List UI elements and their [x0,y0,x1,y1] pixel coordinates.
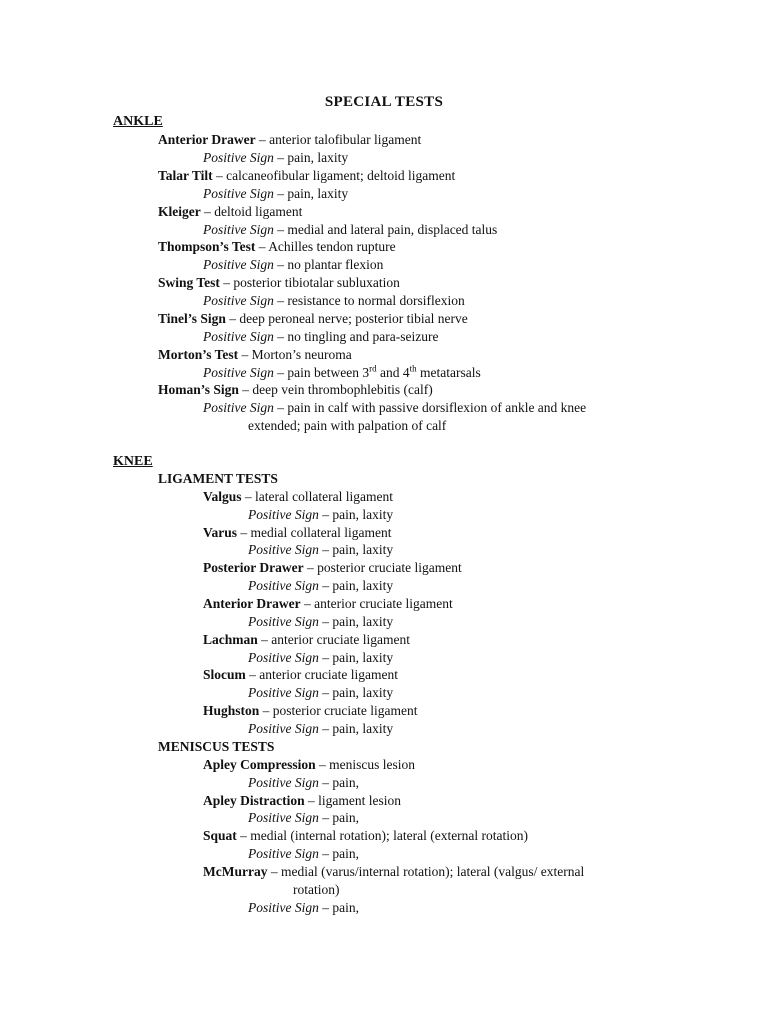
test-description: posterior tibiotalar subluxation [233,275,400,290]
test-name: Anterior Drawer [203,596,301,611]
test-name: Hughston [203,703,260,718]
test-entry: Anterior Drawer – anterior talofibular ligament [158,132,422,147]
subsection-heading-meniscus: MENISCUS TESTS [158,739,275,754]
test-name: Kleiger [158,204,201,219]
test-description: calcaneofibular ligament; deltoid ligament [226,168,456,183]
test-entry: Apley Compression – meniscus lesion [203,757,416,772]
test-entry: Squat – medial (internal rotation); lateral (external rotation) [203,828,529,843]
test-name: Valgus [203,489,242,504]
subsection-heading-ligament: LIGAMENT TESTS [158,471,278,486]
test-description: posterior cruciate ligament [317,560,462,575]
section-heading-ankle: ANKLE [113,114,163,129]
test-description: meniscus lesion [329,757,416,772]
test-name: Anterior Drawer [158,132,256,147]
test-description: medial collateral ligament [250,525,392,540]
test-entry: Morton’s Test – Morton’s neuroma [158,347,352,362]
positive-sign: Positive Sign – pain, laxity [248,578,394,593]
test-name: Swing Test [158,275,220,290]
test-description: deep vein thrombophlebitis (calf) [252,382,433,397]
page-title: SPECIAL TESTS [324,94,444,110]
positive-sign: Positive Sign – pain, laxity [248,614,394,629]
positive-sign: Positive Sign – pain, laxity [203,150,349,165]
test-entry: Talar Tilt – calcaneofibular ligament; deltoid ligament [158,168,456,183]
test-description: lateral collateral ligament [255,489,393,504]
positive-sign: Positive Sign – pain, laxity [248,721,394,736]
positive-sign: Positive Sign – pain, laxity [248,542,394,557]
test-description: deltoid ligament [214,204,303,219]
test-description: medial (varus/internal rotation); lateral (valgus/ external [280,864,585,879]
test-description: anterior cruciate ligament [259,667,398,682]
positive-sign: Positive Sign – pain, [248,846,359,861]
test-name: Apley Compression [203,757,316,772]
test-name: Squat [203,828,237,843]
test-entry: Hughston – posterior cruciate ligament [203,703,418,718]
test-description: Achilles tendon rupture [268,239,396,254]
test-name: Talar Tilt [158,168,213,183]
test-description-continuation: rotation) [293,882,340,897]
test-description: deep peroneal nerve; posterior tibial nerve [239,311,468,326]
positive-sign: Positive Sign – pain, laxity [248,650,394,665]
test-name: Tinel’s Sign [158,311,226,326]
positive-sign: Positive Sign – pain, [248,900,359,915]
test-description: posterior cruciate ligament [272,703,418,718]
test-name: Slocum [203,667,246,682]
positive-sign: Positive Sign – pain, laxity [203,186,349,201]
test-entry: Swing Test – posterior tibiotalar subluxation [158,275,400,290]
positive-sign-continuation: extended; pain with palpation of calf [248,418,447,433]
test-name: Thompson’s Test [158,239,256,254]
test-description: medial (internal rotation); lateral (external rotation) [250,828,529,843]
test-name: Lachman [203,632,258,647]
test-entry: Valgus – lateral collateral ligament [203,489,393,504]
positive-sign: Positive Sign – pain, [248,810,359,825]
positive-sign: Positive Sign – pain between 3rd and 4th metatarsals [203,363,481,380]
test-entry: Slocum – anterior cruciate ligament [203,667,398,682]
test-entry: Kleiger – deltoid ligament [158,204,303,219]
test-name: Morton’s Test [158,347,239,362]
test-name: McMurray [203,864,268,879]
test-name: Apley Distraction [203,793,305,808]
test-entry: Anterior Drawer – anterior cruciate ligament [203,596,453,611]
test-description: ligament lesion [318,793,401,808]
section-heading-knee: KNEE [113,454,153,469]
test-entry: Varus – medial collateral ligament [203,525,392,540]
test-entry: Posterior Drawer – posterior cruciate ligament [203,560,462,575]
test-entry: McMurray – medial (varus/internal rotation); lateral (valgus/ external [203,864,585,879]
positive-sign: Positive Sign – pain, laxity [248,507,394,522]
test-description: anterior cruciate ligament [314,596,453,611]
positive-sign: Positive Sign – no tingling and para-seizure [203,329,439,344]
positive-sign: Positive Sign – no plantar flexion [203,257,384,272]
test-description: Morton’s neuroma [251,347,352,362]
test-name: Posterior Drawer [203,560,304,575]
positive-sign: Positive Sign – pain, [248,775,359,790]
test-description: anterior talofibular ligament [269,132,422,147]
test-entry: Lachman – anterior cruciate ligament [203,632,410,647]
test-name: Homan’s Sign [158,382,239,397]
test-entry: Thompson’s Test – Achilles tendon rupture [158,239,396,254]
test-name: Varus [203,525,238,540]
positive-sign: Positive Sign – pain, laxity [248,685,394,700]
positive-sign: Positive Sign – pain in calf with passive dorsiflexion of ankle and knee [203,400,587,415]
positive-sign: Positive Sign – medial and lateral pain, displaced talus [203,222,498,237]
test-entry: Tinel’s Sign – deep peroneal nerve; posterior tibial nerve [158,311,468,326]
test-entry: Homan’s Sign – deep vein thrombophlebitis (calf) [158,382,433,397]
test-entry: Apley Distraction – ligament lesion [203,793,401,808]
positive-sign: Positive Sign – resistance to normal dorsiflexion [203,293,465,308]
test-description: anterior cruciate ligament [271,632,410,647]
